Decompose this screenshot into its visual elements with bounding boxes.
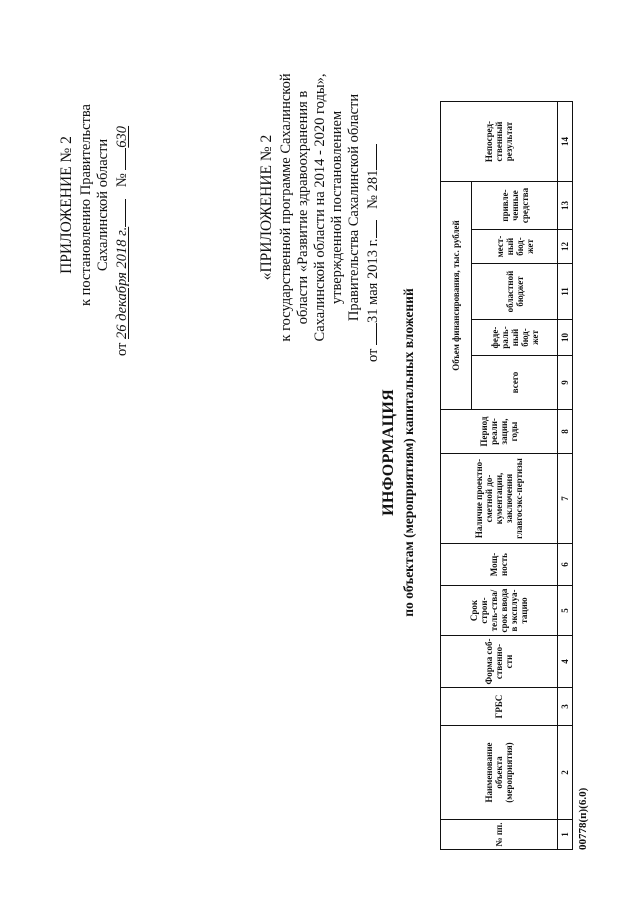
document-code: 00778(п)(6.0) [577,787,589,850]
number-label: № [365,195,381,209]
column-number: 5 [558,586,573,636]
appendix-line-2: Сахалинской области [95,138,111,272]
decree-date: 26 декабря 2018 г. [114,226,130,339]
header-number: № пп. [441,820,558,850]
column-number: 10 [558,320,573,356]
header-regional-budget: областной бюджет [472,264,558,320]
column-number: 6 [558,544,573,586]
column-number: 4 [558,636,573,688]
document-title: ИНФОРМАЦИЯ [380,389,397,516]
blank-line [112,199,126,227]
column-number: 1 [558,820,573,850]
header-funding: Объем финансирования, тыс. рублей [441,182,472,410]
blank-line [363,220,377,238]
header-grbs: ГРБС [441,688,558,726]
column-number: 2 [558,726,573,820]
header-object-name: Наименование объекта (мероприятия) [441,726,558,820]
column-number: 9 [558,356,573,410]
appendix-title: ПРИЛОЖЕНИЕ № 2 [58,136,75,274]
document-subtitle: по объектам (мероприятиям) капитальных вложений [401,288,416,617]
header-local-budget: мест-ный бюд-жет [472,230,558,264]
header-direct-result: Непосред-ственный результат [441,102,558,182]
blank-line [112,148,126,170]
column-number: 12 [558,230,573,264]
column-number: 8 [558,410,573,454]
program-date: 31 мая 2013 г. [365,238,381,323]
header-implementation-period: Период реали-зации, годы [441,410,558,454]
program-block [258,35,382,380]
from-label: от [365,348,381,362]
column-number: 14 [558,102,573,182]
header-total: всего [472,356,558,410]
column-numbers-row [558,102,573,850]
header-attracted-funds: привле-ченные средства [472,182,558,230]
program-line-5: Правительства Сахалинской области [346,93,362,322]
program-title: «ПРИЛОЖЕНИЕ № 2 [258,134,275,281]
program-line-2: области «Развитие здравоохранения в [295,90,311,325]
blank-line [363,323,377,345]
appendix-line-1: к постановлению Правительства [78,104,94,306]
header-federal-budget: феде-раль-ный бюд-жет [472,320,558,356]
program-line-3: Сахалинской области на 2014 - 2020 годы», [312,73,328,342]
header-construction-period: Срок строи-тель-ства/срок ввода в эксплуа-тацию [441,586,558,636]
document-heading [380,0,417,905]
column-number: 11 [558,264,573,320]
number-label: № [114,173,130,188]
column-number: 7 [558,454,573,544]
column-number: 13 [558,182,573,230]
capital-investments-table [440,101,573,850]
blank-line [363,144,377,170]
program-line-1: к государственной программе Сахалинской [278,73,294,342]
program-line-4: утвержденной постановлением [329,110,345,305]
appendix-date-line [112,40,131,370]
header-capacity: Мощ-ность [441,544,558,586]
header-ownership-form: Форма соб-ственно-сти [441,636,558,688]
header-documentation: Наличие проектно-сметной до-кументации, заключения главгосэкс-пертизы [441,454,558,544]
appendix-block [58,40,131,370]
program-number: 281 [365,169,381,192]
decree-number: 630 [114,125,130,148]
column-number: 3 [558,688,573,726]
from-label: от [114,342,130,356]
